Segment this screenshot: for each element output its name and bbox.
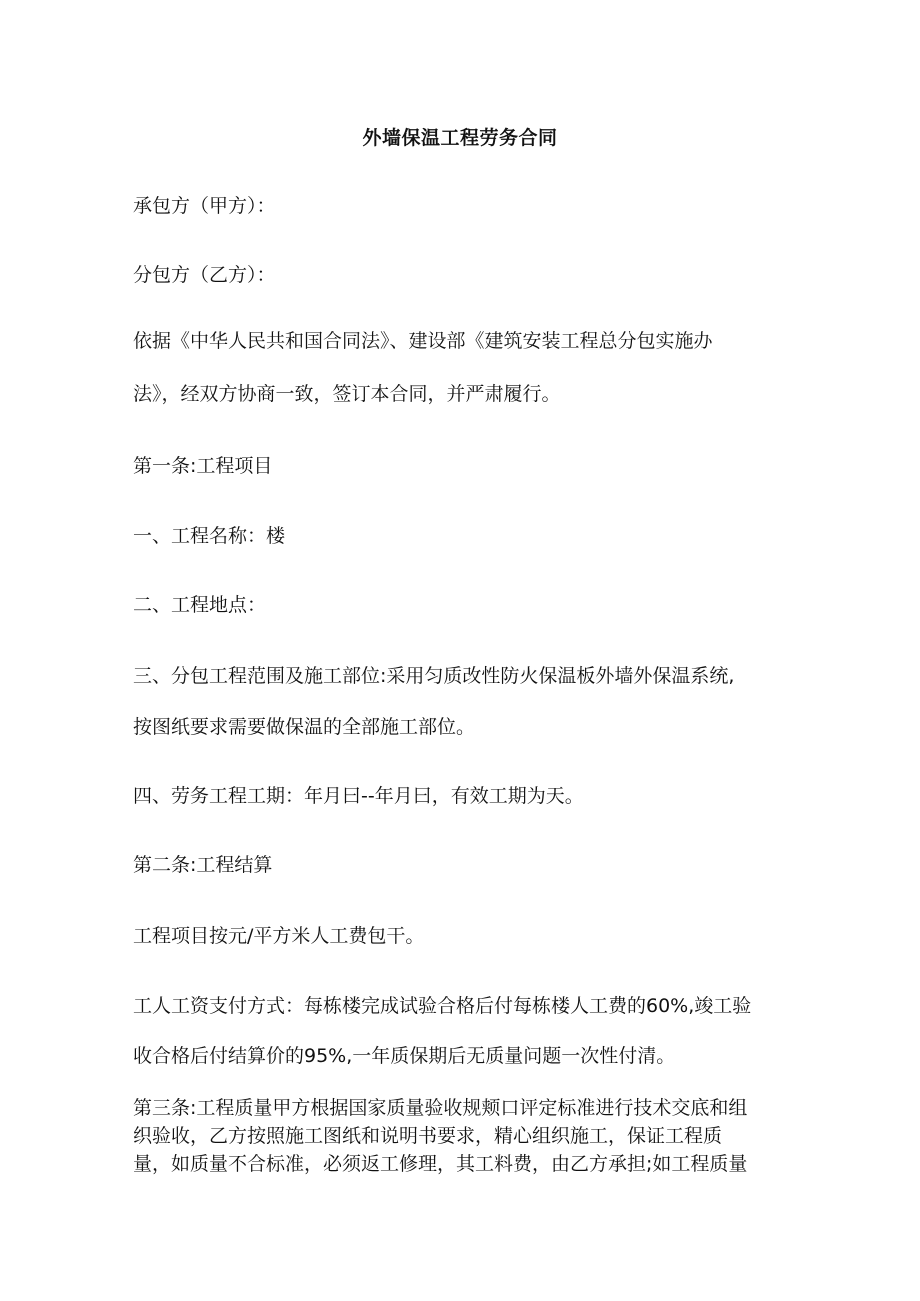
article-3-line-3: 量，如质量不合标准，必须返工修理，其工料费，由乙方承担;如工程质量 (133, 1153, 748, 1175)
project-name-line: 一、工程名称：楼 (133, 525, 286, 547)
project-location-line: 二、工程地点： (133, 594, 267, 616)
article-3-line-1: 第三条:工程质量甲方根据国家质量验收规颊口评定标准进行技术交底和组 (133, 1097, 748, 1119)
article-2-heading: 第二条:工程结算 (133, 854, 273, 876)
party-a-line: 承包方（甲方）： (133, 195, 276, 217)
payment-line-2: 收合格后付结算价的95%,一年质保期后无质量问题一次性付清。 (133, 1045, 676, 1067)
party-b-line: 分包方（乙方）： (133, 264, 276, 286)
settlement-line: 工程项目按元/平方米人工费包干。 (133, 925, 425, 947)
article-1-heading: 第一条:工程项目 (133, 455, 273, 477)
duration-line: 四、劳务工程工期：年月曰--年月曰，有效工期为天。 (133, 785, 584, 807)
preamble-line-1: 依据《中华人民共和国合同法》、建设部《建筑安装工程总分包实施办 (133, 330, 713, 352)
preamble-line-2: 法》，经双方协商一致，签订本合同，并严肃履行。 (133, 383, 561, 405)
payment-line-1: 工人工资支付方式：每栋楼完成试验合格后付每栋楼人工费的60%,竣工验 (133, 995, 752, 1017)
article-3-line-2: 织验收，乙方按照施工图纸和说明书要求，精心组织施工，保证工程质 (133, 1125, 723, 1147)
scope-line-2: 按图纸要求需要做保温的全部施工部位。 (133, 716, 476, 738)
document-title: 外墙保温工程劳务合同 (362, 127, 558, 149)
scope-line-1: 三、分包工程范围及施工部位:采用匀质改性防火保温板外墙外保温系统, (133, 665, 735, 687)
